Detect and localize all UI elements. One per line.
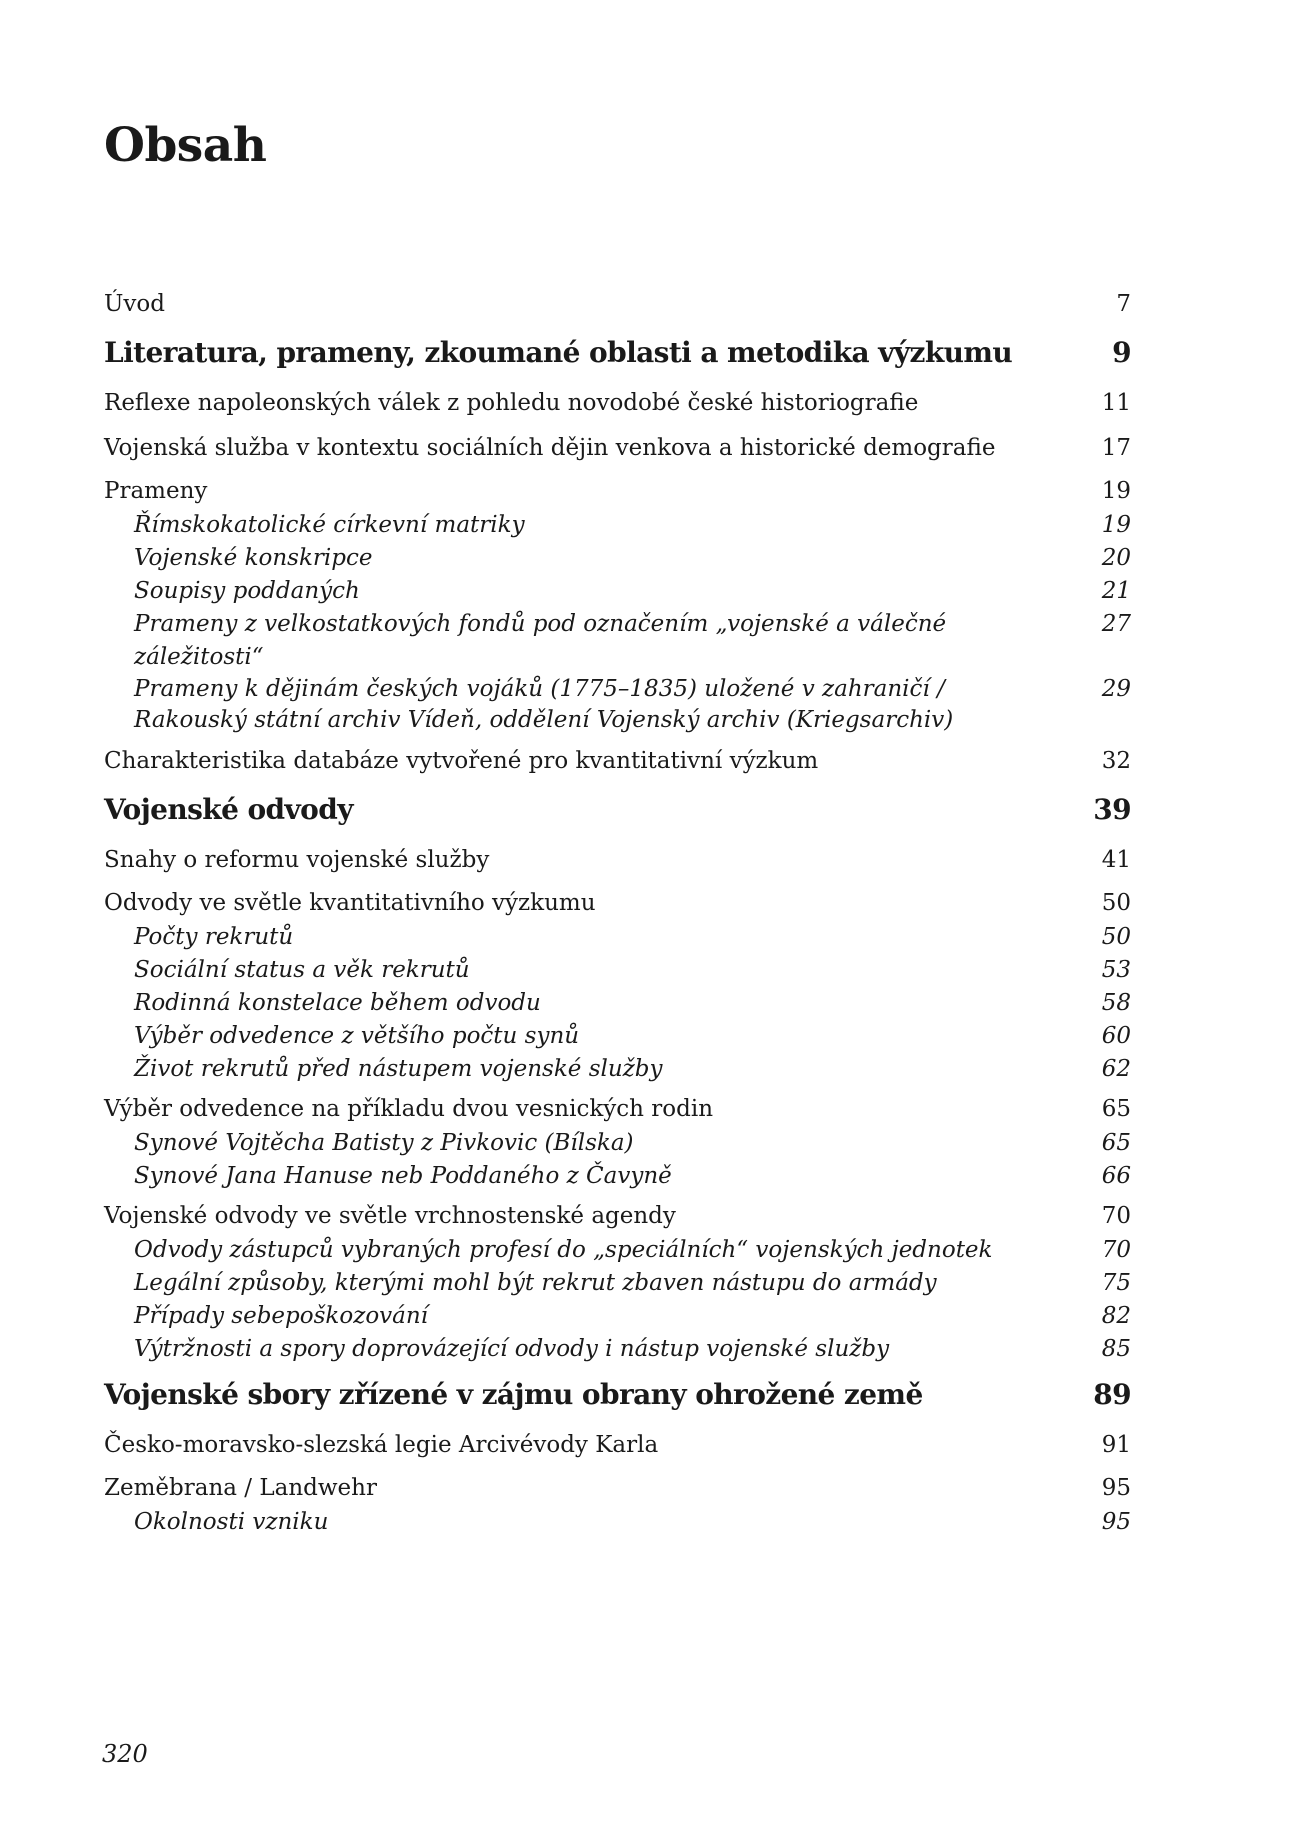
toc-subentry[interactable] [104, 1020, 1131, 1053]
toc-entry-page: 82 [1101, 1303, 1131, 1329]
toc-subentry[interactable] [104, 1160, 1131, 1193]
toc-subentry[interactable] [104, 1234, 1131, 1267]
toc-entry[interactable] [104, 384, 1131, 423]
toc-entry-label: Vojenská služba v kontextu sociálních dějin venkova a historické demografie [104, 435, 996, 461]
toc-entry-label: Prameny [104, 478, 208, 504]
toc-entry[interactable] [104, 474, 1131, 509]
toc-entry[interactable] [104, 1092, 1131, 1127]
toc-entry[interactable] [104, 841, 1131, 880]
toc-entry-page: 95 [1101, 1475, 1131, 1501]
toc-entry-label: Prameny z velkostatkových fondů pod označením „vojenské a válečné záležitosti“ [134, 611, 947, 670]
toc-entry-page: 53 [1101, 957, 1131, 983]
toc-entry-page: 17 [1101, 435, 1131, 461]
toc-subentry[interactable] [104, 509, 1131, 542]
toc-subentry[interactable] [104, 954, 1131, 987]
toc-subentry[interactable] [104, 575, 1131, 608]
toc-entry-page: 50 [1101, 924, 1131, 950]
toc-entry-label: Výtržnosti a spory doprovázející odvody i nástup vojenské služby [134, 1336, 890, 1362]
toc-entry-label: Okolnosti vzniku [134, 1509, 329, 1535]
toc-entry-label: Reflexe napoleonských válek z pohledu novodobé české historiografie [104, 390, 919, 416]
toc-entry-page: 20 [1101, 545, 1131, 571]
toc-entry-page: 65 [1101, 1096, 1131, 1122]
toc-entry-label: Výběr odvedence z většího počtu synů [134, 1023, 580, 1049]
toc-entry-page: 32 [1101, 748, 1131, 774]
toc-entry-page: 95 [1101, 1509, 1131, 1535]
toc-entry-page: 19 [1101, 512, 1131, 538]
toc-entry-page: 21 [1101, 578, 1131, 604]
toc-entry-page: 75 [1101, 1270, 1131, 1296]
toc-entry-page: 89 [1093, 1378, 1131, 1411]
toc-entry-label-line: Rakouský státní archiv Vídeň, oddělení Vojenský archiv (Kriegsarchiv) [134, 707, 954, 733]
toc-entry-label: Počty rekrutů [134, 924, 294, 950]
toc-entry-label: Soupisy poddaných [134, 578, 360, 604]
toc-entry-label: Charakteristika databáze vytvořené pro kvantitativní výzkum [104, 748, 819, 774]
toc-subentry[interactable] [104, 987, 1131, 1020]
toc-subentry[interactable] [104, 1127, 1131, 1160]
toc-entry-page: 58 [1101, 990, 1131, 1016]
toc-entry-label: Úvod [104, 291, 165, 317]
toc-subentry[interactable] [104, 1053, 1131, 1086]
toc-entry-page: 29 [1101, 676, 1131, 702]
toc-entry-label-line: Prameny k dějinám českých vojáků (1775–1835) uložené v zahraničí / [134, 676, 945, 702]
toc-entry-page: 91 [1101, 1432, 1131, 1458]
toc-entry-page: 39 [1093, 793, 1131, 826]
toc-chapter-entry[interactable] [104, 1370, 1131, 1420]
toc-subentry[interactable] [104, 921, 1131, 954]
toc-entry-page: 70 [1101, 1237, 1131, 1263]
toc-subentry[interactable] [104, 1267, 1131, 1300]
toc-entry-label: Snahy o reformu vojenské služby [104, 847, 490, 873]
toc-entry-label: Odvody zástupců vybraných profesí do „speciálních“ vojenských jednotek [134, 1237, 993, 1263]
toc-entry-label: Vojenské konskripce [134, 545, 373, 571]
toc-entry-label: Případy sebepoškozování [134, 1303, 429, 1329]
page-title: Obsah [104, 118, 267, 173]
toc-entry[interactable] [104, 429, 1131, 468]
toc-chapter-entry[interactable] [104, 785, 1131, 835]
toc-entry[interactable] [104, 1426, 1131, 1465]
toc-subentry[interactable] [104, 1300, 1131, 1333]
toc-entry-page: 65 [1101, 1130, 1131, 1156]
toc-entry-label: Česko-moravsko-slezská legie Arcivévody Karla [104, 1432, 659, 1458]
toc-entry-page: 7 [1116, 291, 1131, 317]
toc-subentry[interactable] [104, 674, 1131, 736]
toc-entry-page: 19 [1101, 478, 1131, 504]
toc-chapter-entry[interactable] [104, 328, 1131, 378]
toc-entry-label: Rodinná konstelace během odvodu [134, 990, 541, 1016]
toc-entry-label: Odvody ve světle kvantitativního výzkumu [104, 890, 596, 916]
toc-entry-page: 70 [1101, 1203, 1131, 1229]
toc-entry-page: 66 [1101, 1163, 1131, 1189]
toc-subentry[interactable] [104, 1333, 1131, 1366]
toc-entry-label: Vojenské odvody ve světle vrchnostenské agendy [104, 1203, 676, 1229]
toc-entry-page: 27 [1101, 611, 1131, 637]
toc-entry-label: Legální způsoby, kterými mohl být rekrut zbaven nástupu do armády [134, 1270, 937, 1296]
toc-entry-page: 41 [1101, 847, 1131, 873]
toc-entry[interactable] [104, 1199, 1131, 1234]
toc-subentry[interactable] [104, 1506, 1131, 1539]
table-of-contents [104, 285, 1131, 1539]
toc-entry[interactable] [104, 285, 1131, 324]
toc-entry-label [134, 674, 1102, 736]
toc-entry-label: Synové Vojtěcha Batisty z Pivkovic (Bílska) [134, 1130, 634, 1156]
toc-entry-label: Výběr odvedence na příkladu dvou vesnických rodin [104, 1096, 714, 1122]
toc-entry-label: Vojenské odvody [104, 793, 353, 826]
toc-entry-label: Život rekrutů před nástupem vojenské služby [134, 1056, 663, 1082]
toc-entry-page: 85 [1101, 1336, 1131, 1362]
toc-entry[interactable] [104, 1471, 1131, 1506]
page-number: 320 [102, 1740, 148, 1768]
toc-entry-label: Římskokatolické církevní matriky [134, 512, 525, 538]
toc-entry[interactable] [104, 886, 1131, 921]
toc-entry[interactable] [104, 742, 1131, 781]
toc-entry-page: 50 [1101, 890, 1131, 916]
toc-entry-page: 60 [1101, 1023, 1131, 1049]
toc-entry-page: 11 [1101, 390, 1131, 416]
toc-entry-label: Zeměbrana / Landwehr [104, 1475, 377, 1501]
toc-entry-page: 9 [1112, 336, 1131, 369]
toc-subentry[interactable] [104, 608, 1131, 674]
toc-entry-label: Vojenské sbory zřízené v zájmu obrany ohrožené země [104, 1378, 923, 1411]
toc-subentry[interactable] [104, 542, 1131, 575]
toc-entry-label: Sociální status a věk rekrutů [134, 957, 470, 983]
toc-entry-page: 62 [1101, 1056, 1131, 1082]
toc-entry-label: Literatura, prameny, zkoumané oblasti a metodika výzkumu [104, 336, 1013, 369]
toc-entry-label: Synové Jana Hanuse neb Poddaného z Čavyně [134, 1163, 672, 1189]
